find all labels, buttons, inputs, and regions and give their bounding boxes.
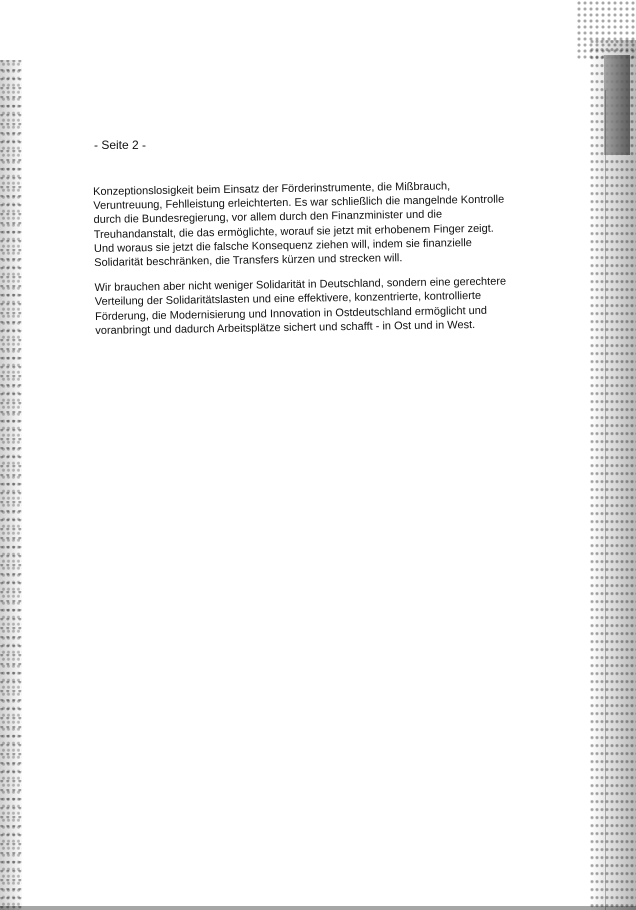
text-line: Verteilung der Solidaritätslasten und eine effektivere, konzentrierte, kontrollierte bbox=[94, 290, 482, 309]
text-line: Wir brauchen aber nicht weniger Solidarität in Deutschland, sondern eine gerechtere bbox=[94, 275, 507, 295]
text-line: Veruntreuung, Fehlleistung erleichterten. Es war schließlich die mangelnde Kontrolle bbox=[93, 193, 505, 213]
paragraph-2 bbox=[95, 274, 536, 338]
body-text bbox=[93, 178, 536, 349]
scan-fold-line bbox=[605, 90, 606, 910]
text-line: durch die Bundesregierung, vor allem durch den Finanzminister und die bbox=[93, 208, 443, 227]
page-number: - Seite 2 - bbox=[94, 138, 147, 152]
text-line: Förderung, die Modernisierung und Innovation in Ostdeutschland ermöglicht und bbox=[94, 304, 488, 323]
text-line: Solidarität beschränken, die Transfers kürzen und strecken will. bbox=[94, 252, 403, 270]
scan-edge-left bbox=[0, 60, 22, 910]
scan-edge-right bbox=[590, 40, 636, 910]
scan-shadow-bar bbox=[604, 55, 630, 155]
text-line: Treuhandanstalt, die das ermöglichte, worauf sie jetzt mit erhobenem Finger zeigt. bbox=[93, 222, 494, 241]
scan-edge-bottom bbox=[0, 906, 636, 910]
text-line: Konzeptionslosigkeit beim Einsatz der Förderinstrumente, die Mißbrauch, bbox=[93, 180, 451, 198]
text-line: Und woraus sie jetzt die falsche Konsequenz ziehen will, indem sie finanzielle bbox=[93, 236, 472, 255]
text-line: voranbringt und dadurch Arbeitsplätze sichert und schafft - in Ost und in West. bbox=[95, 318, 476, 337]
paragraph-1 bbox=[93, 178, 534, 270]
